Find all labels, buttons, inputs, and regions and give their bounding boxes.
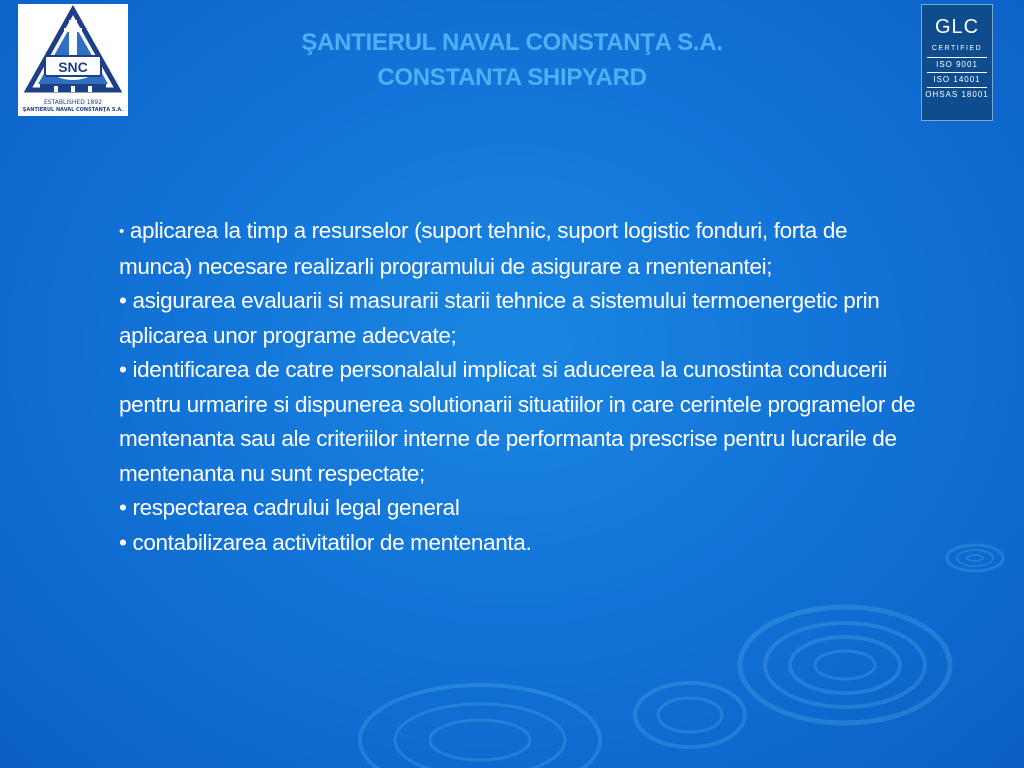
snc-logo [18,4,128,116]
list-item-text: respectarea cadrului legal general [132,495,460,520]
list-item-text: identificarea de catre personalalul implicat si aducerea la cunostinta conducerii pentru urmarire si dispunerea solutionarii situatiilor in care cerintele programelor de mentenanta sau ale criteriilor interne de performanta prescrise pentru lucrarile de mentenanta nu sunt respectate; [119,357,916,486]
bullet-icon: • [119,529,127,555]
glc-standard-iso9001: ISO 9001 [936,60,978,69]
list-item-text: contabilizarea activitatilor de mentenanta. [132,529,532,555]
list-item-text: aplicarea la timp a resurselor (suport tehnic, suport logistic fonduri, forta de munca) necesare realizarli programului de asigurare a rnentenantei; [119,218,848,279]
bullet-list [119,214,919,560]
list-item [119,214,919,284]
bullet-icon: • [119,288,127,313]
list-item [119,353,919,491]
glc-certified-label: CERTIFIED [931,45,983,52]
glc-brand: GLC [934,16,980,38]
logo-company-text: ŞANTIERUL NAVAL CONSTANŢA S.A. [22,107,124,113]
bullet-icon: • [119,495,127,520]
bullet-icon: • [119,223,124,240]
list-item [119,491,919,526]
page-title-line1: ŞANTIERUL NAVAL CONSTANŢA S.A. [301,29,723,56]
glc-certification-badge [921,4,993,121]
page-title-line2: CONSTANTA SHIPYARD [377,64,647,91]
bullet-icon: • [119,357,127,382]
glc-standard-ohsas18001: OHSAS 18001 [925,90,989,99]
glc-standard-iso14001: ISO 14001 [933,75,981,84]
logo-established-text: ESTABLISHED 1892 [43,99,103,106]
snc-logo-letters: SNC [58,59,88,75]
list-item [119,284,919,353]
list-item-text: asigurarea evaluarii si masurarii starii tehnice a sistemului termoenergetic prin aplicarea unor programe adecvate; [119,288,880,348]
snc-logo-emblem [18,4,128,100]
list-item [119,526,919,561]
